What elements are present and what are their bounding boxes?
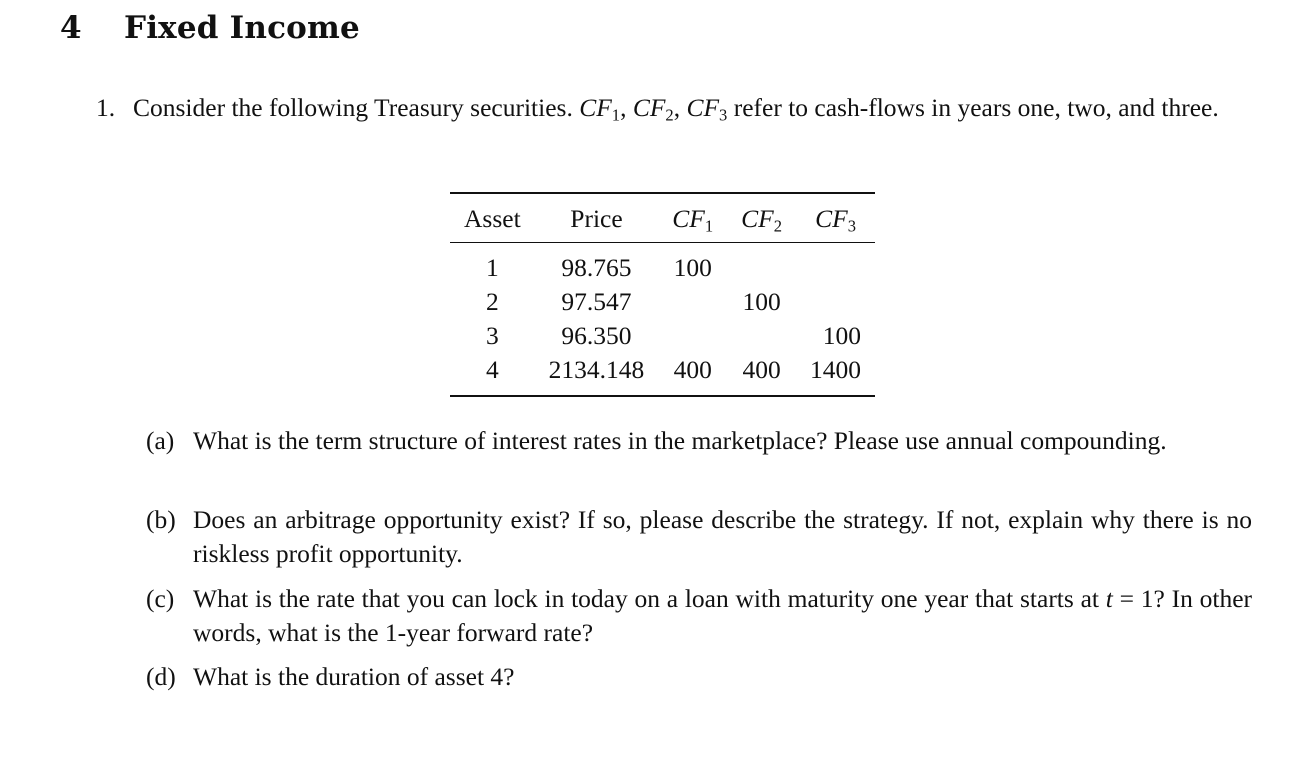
cell-cf3 [796,285,875,319]
cell-cf1 [658,319,727,353]
table-row [450,243,875,286]
cell-cf1 [658,285,727,319]
header-price: Price [535,193,659,243]
question-text: What is the rate that you can lock in today on a loan with maturity one year that starts at t = 1? In other words, what is the 1-year forward rate? [193,584,1253,647]
cell-cf3: 100 [822,321,862,350]
cell-cf3 [796,243,875,286]
cell-cf3: 1400 [810,355,862,384]
math-t: t [1105,584,1113,613]
cell-asset: 4 [485,355,499,384]
header-cf2: $CF_2$ [727,193,796,243]
table-row [450,319,875,353]
cell-asset: 1 [485,253,499,282]
cell-cf1: 400 [673,355,712,384]
cell-cf2 [727,243,796,286]
problem-marker: 1. [96,93,116,122]
question-text: What is the duration of asset 4? [193,662,515,691]
problem-1 [96,90,1256,125]
cell-price: 98.765 [561,253,632,282]
cell-asset: 2 [485,287,499,316]
question-marker: (a) [146,426,175,455]
cell-cf1: 100 [673,253,712,282]
question-text: What is the term structure of interest rates in the marketplace? Please use annual compounding. [193,426,1167,455]
cf3-symbol: $CF_3$ [686,93,728,125]
cell-cf2: 400 [742,355,781,384]
question-d [146,660,1252,694]
table-header-row [450,193,875,243]
question-marker: (c) [146,584,175,613]
problem-text: Consider the following Treasury securities. $CF_1$, $CF_2$, $CF_3$ refer to cash-flows in years one, two, and three. [133,93,1219,125]
cell-price: 97.547 [561,287,632,316]
section-title: Fixed Income [124,10,360,46]
question-a [146,424,1252,458]
cell-price: 2134.148 [548,355,645,384]
cell-price: 96.350 [561,321,632,350]
question-text: Does an arbitrage opportunity exist? If so, please describe the strategy. If not, explain why there is no riskless profit opportunity. [193,505,1252,568]
cf1-symbol: $CF_1$ [579,93,621,125]
header-asset: Asset [450,193,535,243]
cell-asset: 3 [485,321,499,350]
section-heading [60,10,360,46]
treasury-securities-table [450,192,875,397]
section-number: 4 [60,10,82,46]
table-row [450,353,875,396]
question-marker: (b) [146,505,176,534]
header-cf1: $CF_1$ [658,193,727,243]
cf2-symbol: $CF_2$ [632,93,674,125]
header-cf3: $CF_3$ [796,193,875,243]
cell-cf2 [727,319,796,353]
cell-cf2: 100 [742,287,781,316]
table-row [450,285,875,319]
question-marker: (d) [146,662,176,691]
question-c [146,582,1252,650]
question-b [146,503,1252,571]
